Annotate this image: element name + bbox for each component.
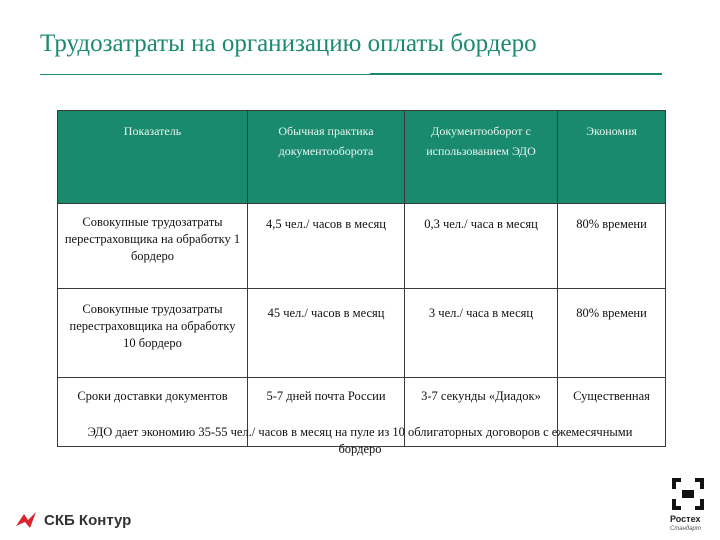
rostec-emblem-icon [668,476,708,512]
table-cell: 45 чел./ часов в месяц [248,289,405,378]
table-header-row [58,111,666,204]
table-cell: 4,5 чел./ часов в месяц [248,204,405,289]
table-cell: 80% времени [558,289,666,378]
table-row [58,204,666,289]
title-underline [40,74,370,75]
table-cell: Совокупные трудозатраты перестраховщика на обработку 1 бордеро [58,204,248,289]
rostec-logo [668,476,716,536]
kontur-arrow-icon [14,510,38,530]
table-cell: 0,3 чел./ часа в месяц [405,204,558,289]
table-cell: 3-7 секунды «Диадок» [405,378,558,447]
column-header: Показатель [58,111,248,204]
column-header: Экономия [558,111,666,204]
rostec-name: Ростех [670,514,701,524]
summary-note: ЭДО дает экономию 35-55 чел./ часов в месяц на пуле из 10 облигаторных договоров с ежемесячными бордеро [87,425,633,456]
title-underline-accent [370,73,662,75]
comparison-table [57,110,666,447]
page-title: Трудозатраты на организацию оплаты бордеро [40,30,537,57]
column-header: Обычная практика документооборота [248,111,405,204]
skb-kontur-logo [14,508,131,532]
table-row [58,289,666,378]
table-cell: 3 чел./ часа в месяц [405,289,558,378]
rostec-tagline: Стандарт [670,526,701,532]
table-cell: 5-7 дней почта России [248,378,405,447]
table-cell: Совокупные трудозатраты перестраховщика на обработку 10 бордеро [58,289,248,378]
table-cell: Существенная [558,378,666,447]
table-cell: 80% времени [558,204,666,289]
table-cell: Сроки доставки документов [58,378,248,447]
column-header: Документооборот с использованием ЭДО [405,111,558,204]
logo-brand-text: СКБ Контур [44,511,132,529]
